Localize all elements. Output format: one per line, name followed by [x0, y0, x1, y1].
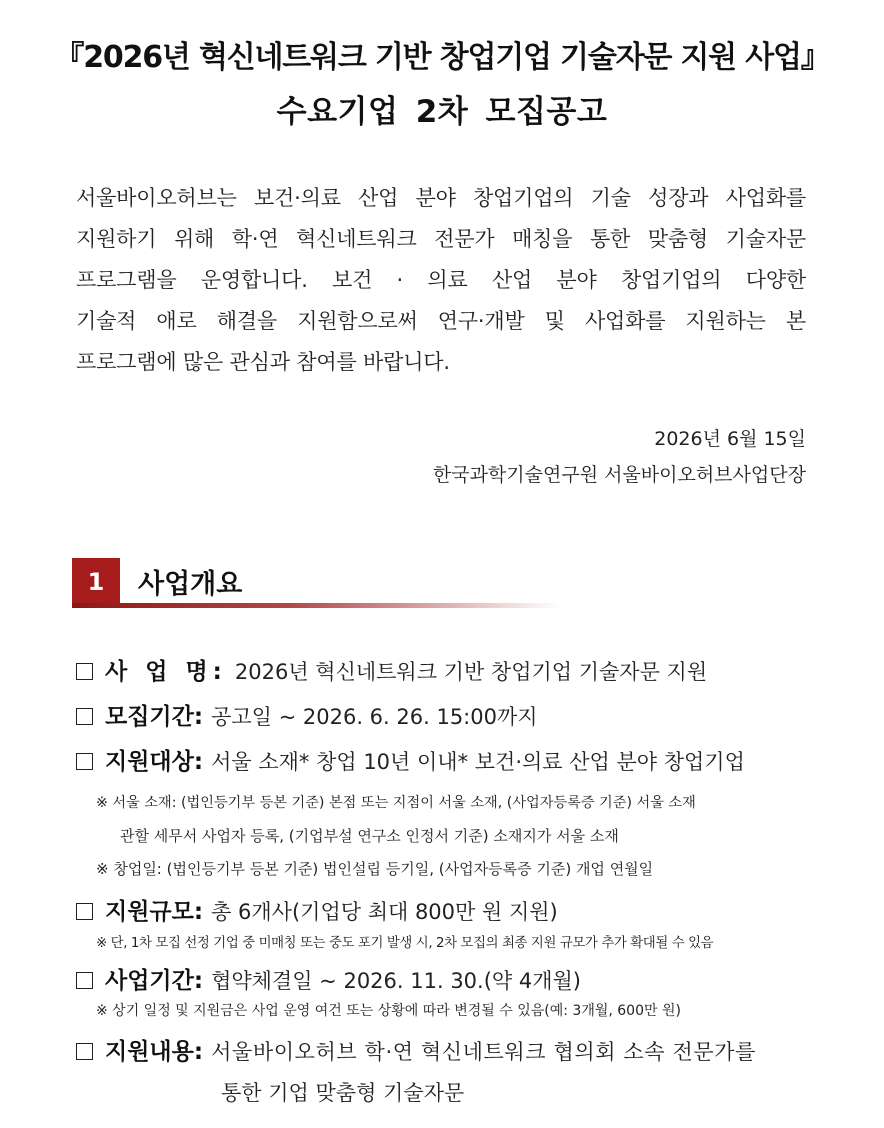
item-label: 지원대상: [105, 749, 204, 775]
item-label: 사업기간: [105, 968, 204, 994]
item-label: 모집기간: [105, 704, 204, 730]
footnote: ※ 단, 1차 모집 선정 기업 중 미매칭 또는 중도 포기 발생 시, 2차 모집의 최종 지원 규모가 추가 확대될 수 있음 [96, 936, 714, 951]
item-value: 공고일 ~ 2026. 6. 26. 15:00까지 [211, 705, 538, 729]
checkbox-square-icon [76, 663, 93, 680]
checkbox-square-icon [76, 972, 93, 989]
intro-line: 프로그램을 운영합니다. 보건 · 의료 산업 분야 창업기업의 다양한 [76, 268, 806, 292]
document-subtitle: 수요기업 2차 모집공고 [276, 94, 608, 130]
checkbox-square-icon [76, 708, 93, 725]
item-scale [76, 893, 558, 926]
issuing-organization: 한국과학기술연구원 서울바이오허브사업단장 [432, 464, 806, 486]
item-recruit-period [76, 698, 538, 731]
section-number: 1 [72, 558, 120, 606]
checkbox-square-icon [76, 753, 93, 770]
intro-line: 서울바이오허브는 보건·의료 산업 분야 창업기업의 기술 성장과 사업화를 [76, 186, 806, 210]
item-value: 서울바이오허브 학·연 혁신네트워크 협의회 소속 전문가를 [211, 1040, 756, 1064]
footnote: ※ 상기 일정 및 지원금은 사업 운영 여건 또는 상황에 따라 변경될 수 있음(예: 3개월, 600만 원) [96, 1003, 681, 1019]
footnote: ※ 서울 소재: (법인등기부 등본 기준) 본점 또는 지점이 서울 소재, (사업자등록증 기준) 서울 소재 [96, 795, 696, 811]
intro-line: 지원하기 위해 학·연 혁신네트워크 전문가 매칭을 통한 맞춤형 기술자문 [76, 227, 806, 251]
item-business-period [76, 962, 581, 995]
item-value: 협약체결일 ~ 2026. 11. 30.(약 4개월) [211, 969, 581, 993]
footnote: ※ 창업일: (법인등기부 등본 기준) 법인설립 등기일, (사업자등록증 기준) 개업 연월일 [96, 860, 654, 878]
checkbox-square-icon [76, 903, 93, 920]
section-header [72, 558, 560, 608]
item-value: 서울 소재* 창업 10년 이내* 보건·의료 산업 분야 창업기업 [211, 750, 745, 774]
announcement-date: 2026년 6월 15일 [654, 428, 806, 450]
checkbox-square-icon [76, 1043, 93, 1060]
item-business-name [76, 653, 707, 686]
section-title: 사업개요 [138, 569, 243, 600]
item-label: 사 업 명: [105, 659, 227, 685]
item-support-content [76, 1033, 756, 1066]
footnote: 관할 세무서 사업자 등록, (기업부설 연구소 인정서 기준) 소재지가 서울 소재 [120, 827, 619, 845]
section-underline [72, 603, 560, 608]
item-label: 지원내용: [105, 1039, 204, 1065]
item-label: 지원규모: [105, 899, 204, 925]
item-target [76, 743, 745, 776]
item-support-content-continued: 통한 기업 맞춤형 기술자문 [221, 1081, 465, 1105]
document-title: 『2026년 혁신네트워크 기반 창업기업 기술자문 지원 사업』 [54, 40, 830, 75]
item-value: 2026년 혁신네트워크 기반 창업기업 기술자문 지원 [234, 660, 708, 684]
item-value: 총 6개사(기업당 최대 800만 원 지원) [211, 900, 558, 924]
intro-line: 기술적 애로 해결을 지원함으로써 연구·개발 및 사업화를 지원하는 본 [76, 309, 806, 333]
intro-paragraph [76, 178, 806, 383]
intro-line: 프로그램에 많은 관심과 참여를 바랍니다. [76, 350, 450, 374]
